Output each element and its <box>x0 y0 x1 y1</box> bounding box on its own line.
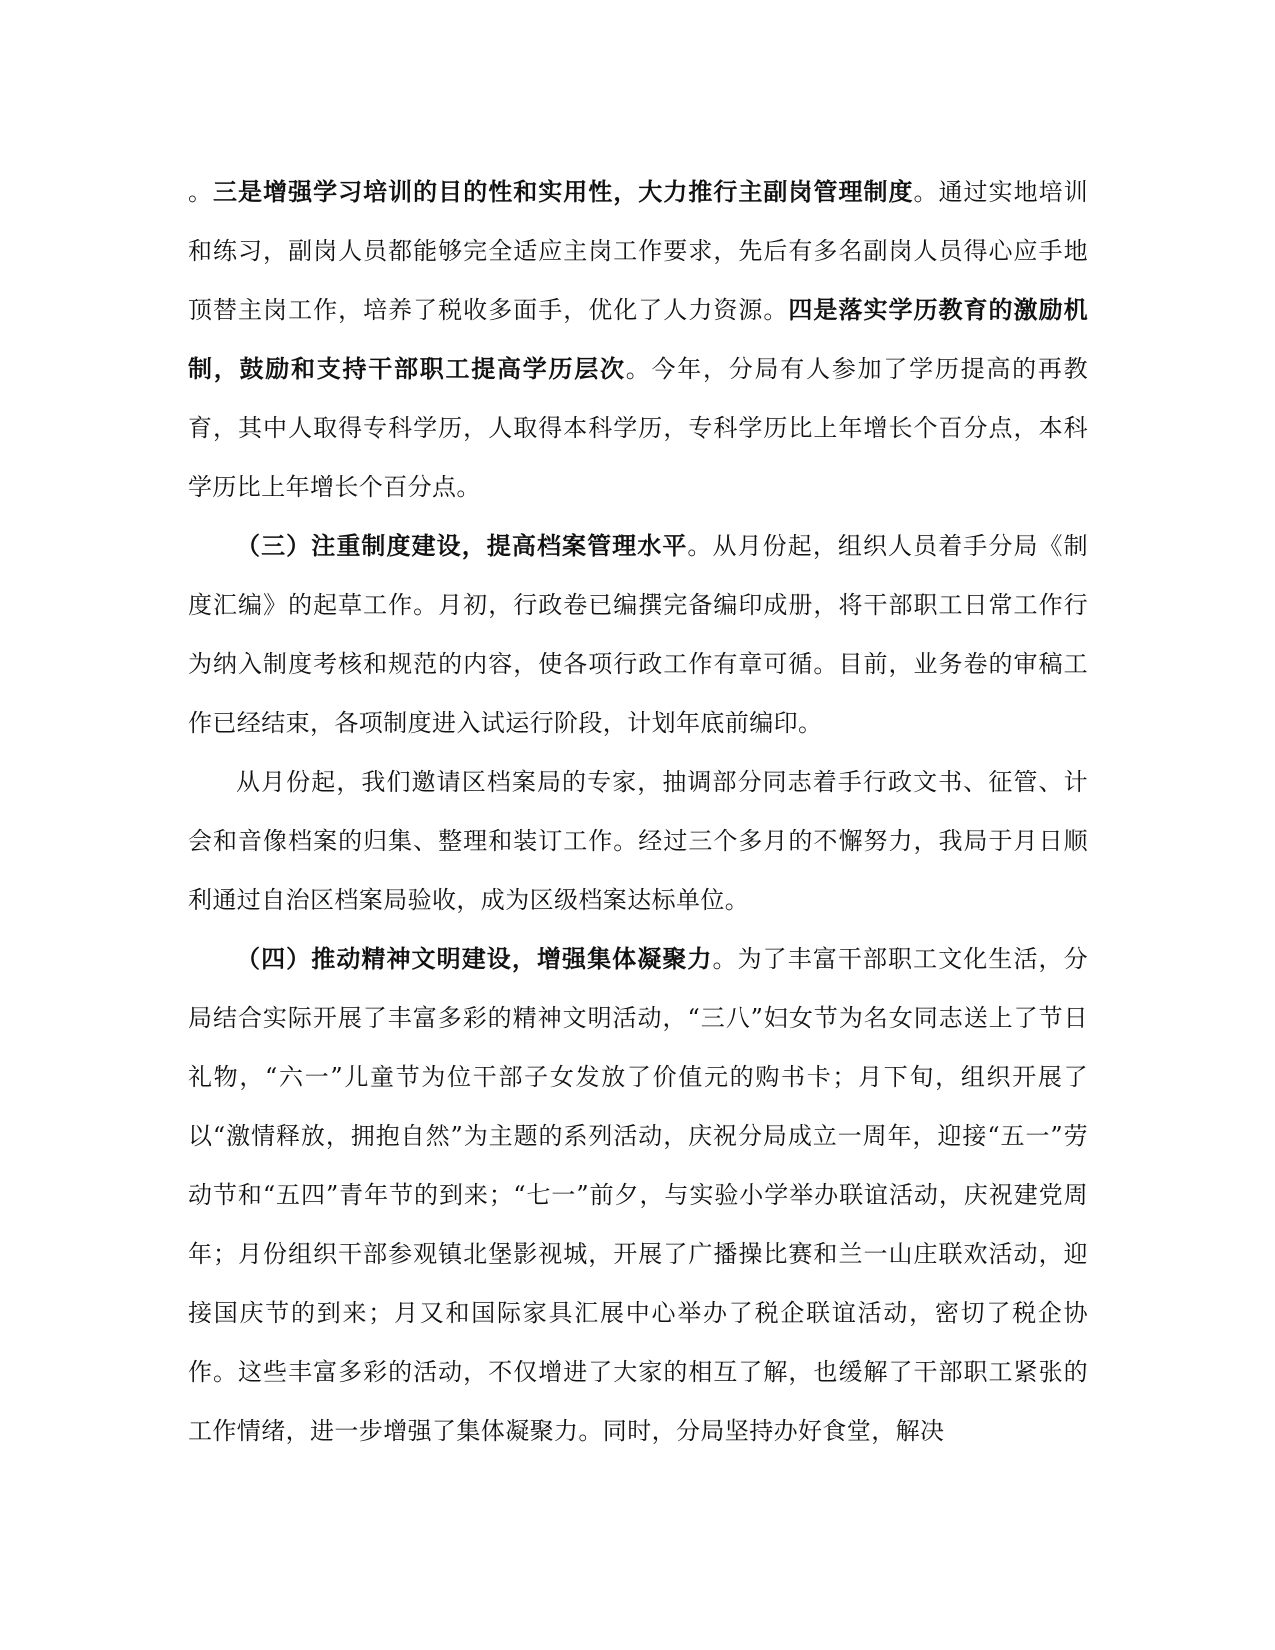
text-segment: 。为了丰富干部职工文化生活，分局结合实际开展了丰富多彩的精神文明活动，“三八”妇女节为名女同志送上了节日礼物，“六一”儿童节为位干部子女发放了价值元的购书卡；月下旬，组织开展了以“激情释放，拥抱自然”为主题的系列活动，庆祝分局成立一周年，迎接“五一”劳动节和“五四”青年节的到来；“七一”前夕，与实验小学举办联谊活动，庆祝建党周年；月份组织干部参观镇北堡影视城，开展了广播操比赛和兰一山庄联欢活动，迎接国庆节的到来；月又和国际家具汇展中心举办了税企联谊活动，密切了税企协作。这些丰富多彩的活动，不仅增进了大家的相互了解，也缓解了干部职工紧张的工作情绪，进一步增强了集体凝聚力。同时，分局坚持办好食堂，解决 <box>188 945 1088 1445</box>
text-segment: 。通过实地培训和练习，副岗人员都能够完全适应主岗工作要求，先后有多名副岗人员得心应手地顶替主岗工作，培养了税收多面手，优化了人力资源。 <box>188 178 1088 324</box>
document-body <box>188 163 1088 1461</box>
text-segment: 。今年，分局有人参加了学历提高的再教育，其中人取得专科学历，人取得本科学历，专科学历比上年增长个百分点，本科学历比上年增长个百分点。 <box>188 355 1088 501</box>
paragraph-section-four <box>188 930 1088 1461</box>
paragraph-section-three <box>188 517 1088 753</box>
paragraph-archives <box>188 753 1088 930</box>
paragraph-training <box>188 163 1088 517</box>
text-segment: 。从月份起，组织人员着手分局《制度汇编》的起草工作。月初，行政卷已编撰完备编印成册，将干部职工日常工作行为纳入制度考核和规范的内容，使各项行政工作有章可循。目前，业务卷的审稿工作已经结束，各项制度进入试运行阶段，计划年底前编印。 <box>188 532 1088 737</box>
text-segment: 从月份起，我们邀请区档案局的专家，抽调部分同志着手行政文书、征管、计会和音像档案的归集、整理和装订工作。经过三个多月的不懈努力，我局于月日顺利通过自治区档案局验收，成为区级档案达标单位。 <box>188 768 1088 914</box>
section-heading: （四）推动精神文明建设，增强集体凝聚力 <box>236 945 713 973</box>
bold-heading-segment: 三是增强学习培训的目的性和实用性，大力推行主副岗管理制度 <box>213 178 914 206</box>
bold-heading-segment: 四是落实学历教育的激励机制，鼓励和支持干部职工提高学历层次 <box>188 296 1088 383</box>
text-segment: 。 <box>188 178 214 206</box>
section-heading: （三）注重制度建设，提高档案管理水平 <box>236 532 688 560</box>
